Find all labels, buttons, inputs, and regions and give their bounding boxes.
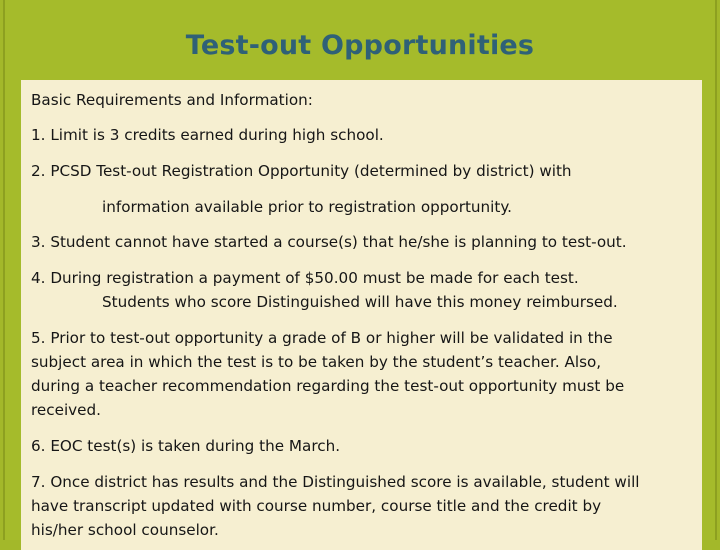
- requirement-5-line-2: subject area in which the test is to be taken by the student’s teacher. Also,: [31, 353, 602, 371]
- requirement-6: 6. EOC test(s) is taken during the March.: [31, 437, 341, 455]
- requirement-2-line-2: information available prior to registration opportunity.: [102, 198, 512, 216]
- requirement-5-line-4: received.: [31, 401, 101, 419]
- requirement-5-line-1: 5. Prior to test-out opportunity a grade of B or higher will be validated in the: [31, 329, 613, 347]
- requirement-7-line-3: his/her school counselor.: [31, 521, 219, 539]
- page-title: Test-out Opportunities: [185, 30, 535, 61]
- requirement-7-line-1: 7. Once district has results and the Distinguished score is available, student will: [31, 473, 640, 491]
- requirement-1: 1. Limit is 3 credits earned during high school.: [31, 126, 384, 144]
- intro-line: Basic Requirements and Information:: [31, 91, 313, 109]
- requirement-7-line-2: have transcript updated with course number, course title and the credit by: [31, 497, 602, 515]
- requirement-3: 3. Student cannot have started a course(s) that he/she is planning to test-out.: [31, 233, 627, 251]
- requirement-5-line-3: during a teacher recommendation regarding the test-out opportunity must be: [31, 377, 625, 395]
- requirement-2-line-1: 2. PCSD Test-out Registration Opportunity (determined by district) with: [31, 162, 572, 180]
- requirement-4-line-1: 4. During registration a payment of $50.00 must be made for each test.: [31, 269, 579, 287]
- requirement-4-line-2: Students who score Distinguished will have this money reimbursed.: [102, 293, 618, 311]
